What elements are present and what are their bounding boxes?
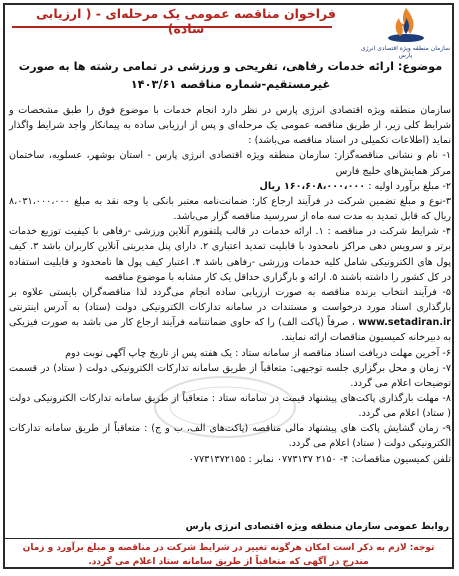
notice-title: فراخوان مناقصه عمومی یک مرحله‌ای - ( ارزیابی ساده) xyxy=(35,6,336,36)
item-6: ۶- آخرین مهلت دریافت اسناد مناقصه از سامانه ستاد : یک هفته پس از تاریخ چاپ آگهی نوبت دوم xyxy=(65,347,451,359)
item-2 xyxy=(9,179,451,194)
item-5-text-b: ، صرفاً (پاکت الف) را که حاوی ضمانتنامه فرآیند ارجاع کار می باشد به صورت فیزیکی به دبیرخانه کمیسیون مناقصات ارائه نمایند. xyxy=(9,317,451,344)
header xyxy=(0,0,459,60)
notice-body xyxy=(9,103,451,467)
intro-paragraph: سازمان منطقه ویژه اقتصادی انرژی پارس در نظر دارد انجام خدمات با موضوع فوق را طبق مشخصات و شرایط کلی زیر، از طریق مناقصه عمومی یک مرحله‌ای و پس از ارزیابی ساده به پیمانکار واجد شرایط واگذار نماید (اطلاعات تکمیلی در اسناد مناقصه می‌باشد) : xyxy=(9,105,451,147)
organization-logo xyxy=(358,4,453,60)
phone-fax-line: تلفن کمیسیون مناقصات: ۴- ۲۱۵۰ ۰۷۷۳۱۳۷ نمابر : ۰۷۷۳۱۳۷۲۱۵۵ xyxy=(188,453,451,465)
flame-logo-icon xyxy=(384,4,428,44)
item-5 xyxy=(9,285,451,346)
item-7: ۷- زمان و محل برگزاری جلسه توجیهی: متعاقباً از طریق سامانه تدارکات الکترونیکی دولت ( ستاد) در قسمت توضیحات اعلام می گردد. xyxy=(9,362,451,389)
item-3: ۳-نوع و مبلغ تضمین شرکت در فرآیند ارجاع کار: ضمانت‌نامه معتبر بانکی یا وجه نقد به مبلغ ۸،۰۳۱،۰۰۰،۰۰۰ ریال که قابل تمدید به مدت سه ماه از سررسید مناقصه گزار می‌باشد. xyxy=(9,195,451,223)
title-underline xyxy=(12,26,332,28)
item-9: ۹- زمان گشایش پاکت های پیشنهاد مالی مناقصه (پاکت‌های الف، ب و ج) : متعاقباً از طریق سامانه تدارکات الکترونیکی دولت ( ستاد) اعلام می گردد. xyxy=(9,423,451,450)
item-2-label: ۲- مبلغ برآورد اولیه : xyxy=(368,180,451,192)
notice-subject: موضوع: ارائه خدمات رفاهی، تفریحی و ورزشی در تمامی رشته ها به صورت غیرمستقیم-شماره مناقصه ۱۴۰۳/۶۱ xyxy=(18,60,443,91)
estimated-price: ۱۶۰،۶۰۸،۰۰۰،۰۰۰ ریال xyxy=(259,180,366,192)
setad-website-link[interactable]: www.setadiran.ir xyxy=(358,317,451,329)
item-5-text-a: ۵- فرآیند انتخاب برنده مناقصه به صورت ارزیابی ساده انجام می‌گردد لذا مناقصه‌گران بایستی علاوه بر بارگذاری اسناد مورد درخواست و مستندات در سامانه تدارکات الکترونیکی دولت (ستاد) به آدرس اینترنتی xyxy=(9,286,451,314)
signature: روابط عمومی سازمان منطقه ویژه اقتصادی انرژی پارس xyxy=(185,521,449,532)
logo-caption: سازمان منطقه ویژه اقتصادی انرژی پارس xyxy=(360,45,451,60)
item-1: ۱- نام و نشانی مناقصه‌گزار: سازمان منطقه ویژه اقتصادی انرژی پارس - استان بوشهر، عسلویه، ساختمان مرکز همایش‌های خلیج فارس xyxy=(9,150,451,177)
item-4: ۴- شرایط شرکت در مناقصه : ۱. ارائه خدمات در قالب پلتفورم آنلاین ورزشی -رفاهی با کیفیت توزیع خدمات برتر و سرویس دهی مراکز نامحدود با قابلیت تمدید اعتباری ۲. دارای پنل مدیریتی آنلاین کاربران باشد ۳. کیف پول های الکترونیکی شامل کلیه خدمات ورزشی -رفاهی باشد ۴. اعتبار کیف پول ها نامحدود و قابلیت استفاده در کل کشور را داشته باشند ۵. ارائه و بارگزاری حداقل یک کار مشابه با موضوع مناقصه xyxy=(9,226,452,283)
footer-note: توجه: لازم به ذکر است امکان هرگونه تغییر در شرایط شرکت در مناقصه و مبلغ برآورد و زمان مندرج در آگهی که متعاقباً از طریق سامانه ستاد اعلام می گردد. xyxy=(3,538,454,569)
item-8: ۸- مهلت بارگذاری پاکت‌های پیشنهاد قیمت در سامانه ستاد : متعاقباً از طریق سامانه تدارکات الکترونیکی دولت ( ستاد) اعلام می گردد. xyxy=(9,392,451,420)
